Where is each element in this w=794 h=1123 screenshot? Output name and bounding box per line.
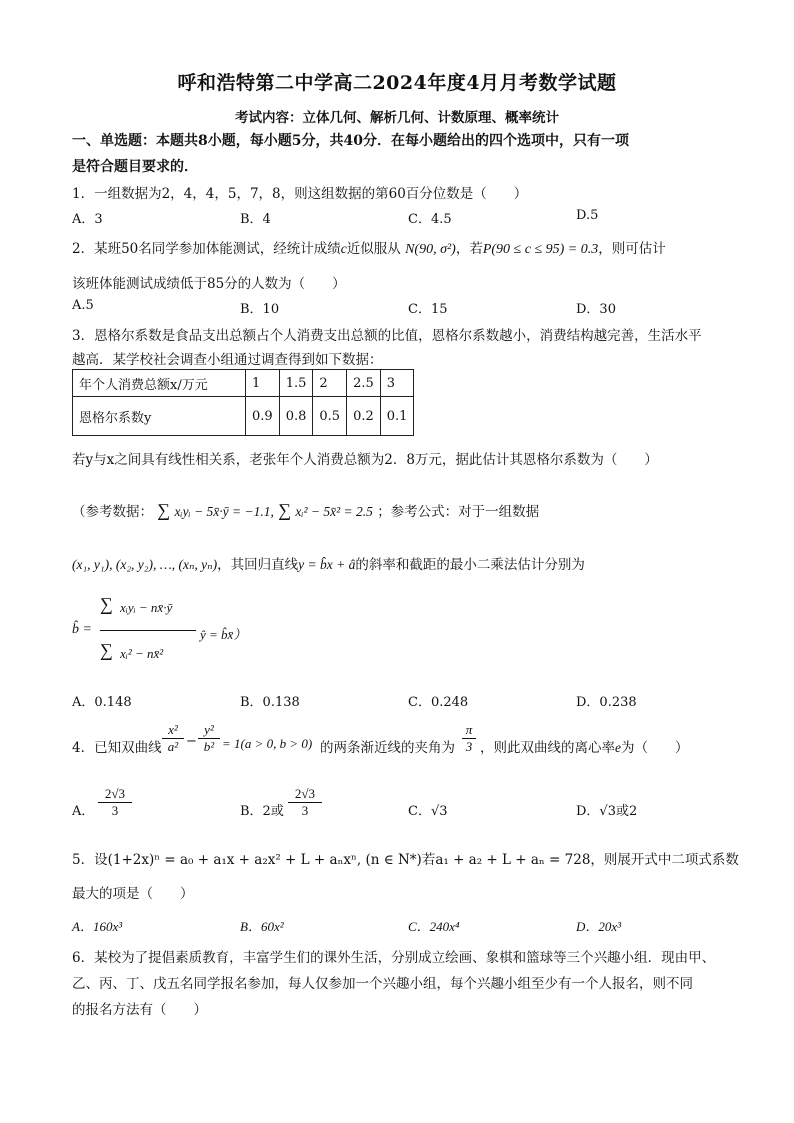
q2-probability: P(90 ≤ c ≤ 95) = 0.3 (482, 242, 599, 257)
q3-points-line (72, 553, 585, 573)
table-row (73, 370, 414, 397)
q5-stem-line1: 5．设(1+2x)ⁿ = a₀ + a₁x + a₂x² + L + aₙxⁿ, (n ∈ N*)若a₁ + a₂ + L + aₙ = 728，则展开式中二项式系数 (72, 852, 739, 868)
q3-reference-open: （参考数据： (72, 504, 153, 520)
sum-icon: ∑ (278, 500, 292, 520)
bhat-denominator: xᵢ² − nx̄² (120, 646, 164, 661)
table-cell: 1.5 (279, 370, 313, 397)
fraction-denominator: 3 (111, 803, 119, 818)
q2-option-b: B．10 (240, 302, 280, 317)
q1-option-a: A．3 (72, 212, 103, 227)
q4-y2-over-b2: y² b² (198, 722, 220, 755)
section-heading-line1: 一、单选题：本题共8小题，每小题5分，共40分．在每小题给出的四个选项中，只有一项 (72, 133, 629, 149)
q4-condition: = 1(a > 0, b > 0) (222, 736, 313, 751)
q1-option-b: B．4 (240, 212, 271, 227)
q2-option-a: A.5 (72, 298, 94, 313)
q6-stem-line1: 6．某校为了提倡素质教育，丰富学生们的课外生活，分别成立绘画、象棋和篮球等三个兴趣小组．现由甲、 (72, 950, 716, 966)
q3-reference-line (72, 500, 539, 521)
q4-x2-over-a2: x² a² (162, 722, 184, 755)
q3-option-c: C．0.248 (408, 695, 469, 710)
fraction-denominator: 3 (301, 803, 309, 818)
table-cell: 0.9 (246, 397, 280, 436)
q5-stem-line2: 最大的项是（ ） (72, 886, 194, 902)
bhat-symbol: b̂ = (72, 622, 92, 637)
q3-option-d: D．0.238 (576, 695, 637, 710)
ahat-formula: ŷ = b̂x̄） (200, 627, 247, 642)
q6-stem-line3: 的报名方法有（ ） (72, 1002, 207, 1018)
q4-pi-over-3: π 3 (462, 722, 476, 755)
q5-option-d: D．20x³ (576, 919, 622, 934)
table-cell: 0.5 (313, 397, 347, 436)
table-row-label-y: 恩格尔系数y (73, 397, 246, 436)
q4-stem-text-c: ，则此双曲线的离心率 (480, 740, 615, 756)
table-cell: 0.8 (279, 397, 313, 436)
page-title: 呼和浩特第二中学高二2024年度4月月考数学试题 (177, 72, 617, 94)
q4-option-b: B．2或 (240, 804, 284, 819)
q4-option-b-fraction (288, 786, 322, 819)
q4-option-d: D．√3或2 (576, 804, 638, 819)
q3-option-a: A．0.148 (72, 695, 132, 710)
q4-option-c: C．√3 (408, 804, 448, 819)
table-cell: 2.5 (347, 370, 381, 397)
q3-points: (x₁, y₁), (x₂, y₂), …, (xₙ, yₙ) (72, 557, 218, 572)
sum-icon: ∑ (100, 594, 113, 614)
sum-icon: ∑ (100, 640, 113, 660)
q5-option-b: B．60x² (240, 919, 284, 934)
q3-ref-formula: ；参考公式：对于一组数据 (377, 504, 540, 520)
q2-stem-part-d: ，则可估计 (598, 241, 666, 257)
q2-option-c: C．15 (408, 302, 448, 317)
q4-stem-part-c (480, 736, 689, 756)
q5-option-a: A．160x³ (72, 919, 123, 934)
table-cell: 2 (313, 370, 347, 397)
q1-stem: 1．一组数据为2，4，4，5，7，8，则这组数据的第60百分位数是（ ） (72, 186, 528, 202)
q5-option-c: C．240x⁴ (408, 919, 460, 934)
q1-option-c: C．4.5 (408, 212, 452, 227)
table-cell: 1 (246, 370, 280, 397)
q2-stem-part-c: ，若 (455, 241, 483, 257)
q6-stem-line2: 乙、丙、丁、戊五名同学报名参加，每人仅参加一个兴趣小组，每个兴趣小组至少有一个人报名，则不同 (72, 976, 693, 992)
q3-regline: y = b̂x + â (298, 557, 356, 572)
q4-stem-part-b: 的两条渐近线的夹角为 (320, 740, 455, 756)
bhat-numerator: xᵢyᵢ − nx̄·ȳ (120, 600, 173, 615)
fraction-bar (100, 630, 196, 631)
q3-points-tail: ，其回归直线 (217, 557, 299, 573)
q3-option-b: B．0.138 (240, 695, 300, 710)
q2-distribution: N(90, σ²) (405, 242, 456, 257)
sum-icon: ∑ (157, 500, 171, 520)
table-cell: 0.2 (347, 397, 381, 436)
q4-stem-part-a: 4．已知双曲线 (72, 740, 162, 756)
table-cell: 0.1 (380, 397, 414, 436)
q4-stem-text-d: 为（ ） (621, 740, 689, 756)
section-heading-line2: 是符合题目要求的． (72, 159, 198, 175)
q1-option-d: D.5 (576, 208, 599, 223)
fraction-numerator: 2√3 (104, 786, 126, 801)
q2-stem-part-b: 近似服从 (346, 241, 401, 257)
q4-option-a: A． (72, 804, 95, 819)
q2-variable: c (340, 241, 347, 256)
table-row (73, 397, 414, 436)
q2-option-d: D．30 (576, 302, 616, 317)
fraction-numerator: 2√3 (294, 786, 316, 801)
q4-variable-e: e (615, 740, 621, 755)
q3-ref-sum2: xᵢ² − 5x̄² = 2.5 (295, 504, 373, 519)
table-row-label-x: 年个人消费总额x/万元 (73, 370, 246, 397)
q2-stem-line2: 该班体能测试成绩低于85分的人数为（ ） (72, 276, 346, 292)
q3-stem-line1: 3．恩格尔系数是食品支出总额占个人消费支出总额的比值，恩格尔系数越小，消费结构越完善，生活水平 (72, 328, 702, 344)
q4-option-a-fraction (98, 786, 132, 819)
q3-points-tail2: 的斜率和截距的最小二乘法估计分别为 (355, 557, 585, 573)
q3-stem-line3: 若y与x之间具有线性相关系，老张年个人消费总额为2．8万元，据此估计其恩格尔系数为（ ） (72, 452, 658, 468)
minus-sign: − (186, 734, 197, 749)
exam-subtitle: 考试内容：立体几何、解析几何、计数原理、概率统计 (235, 110, 559, 126)
q2-stem-line1 (72, 237, 666, 258)
q2-stem-part-a: 2．某班50名同学参加体能测试，经统计成绩 (72, 241, 341, 257)
q3-stem-line2: 越高．某学校社会调查小组通过调查得到如下数据： (72, 352, 383, 368)
data-table (72, 369, 414, 436)
q3-ref-sum1: xᵢyᵢ − 5x̄·ȳ = −1.1, (174, 504, 274, 519)
table-cell: 3 (380, 370, 414, 397)
